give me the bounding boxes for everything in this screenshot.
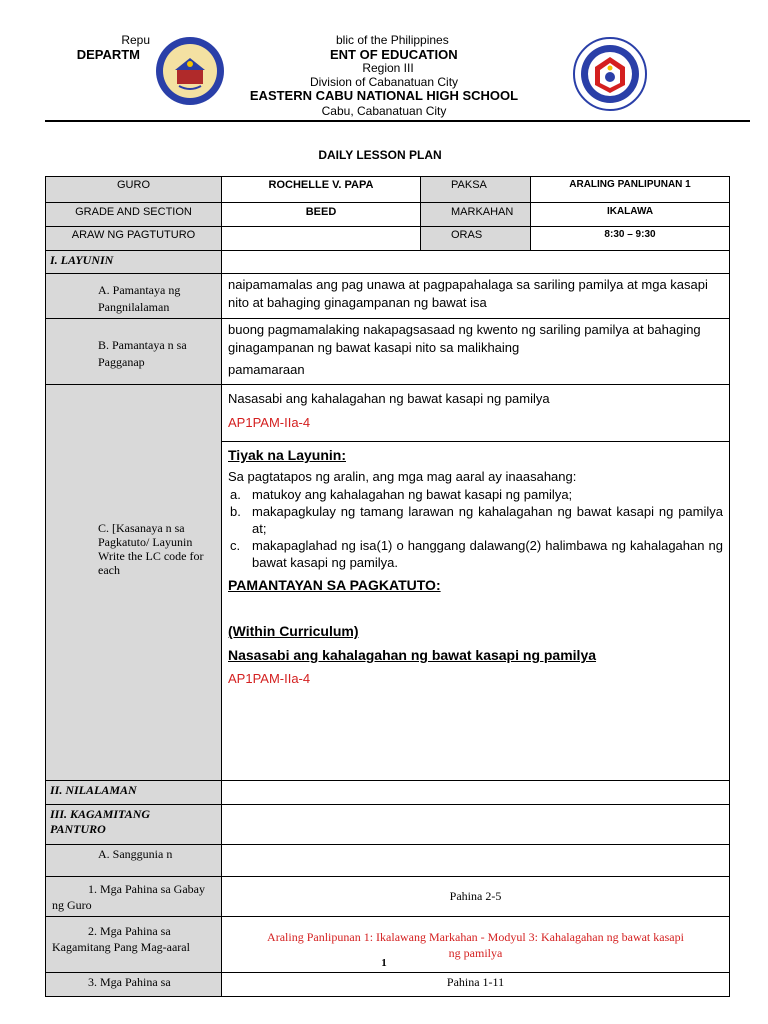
kagamitang-pang-mag-aaral-value: Araling Panlipunan 1: Ikalawang Markahan - Modyul 3: Kahalagahan ng bawat kasapi ng pamilya xyxy=(222,917,730,973)
markahan-value: IKALAWA xyxy=(531,203,730,227)
paksa-label: PAKSA xyxy=(421,177,531,203)
lesson-plan-table xyxy=(45,176,730,997)
within-text: Nasasabi ang kahalagahan ng bawat kasapi ng pamilya xyxy=(228,647,597,663)
competency-block xyxy=(222,385,729,442)
oras-label: ORAS xyxy=(421,227,531,251)
gabay-guro-label: 1. Mga Pahina sa Gabay ng Guro xyxy=(46,877,222,917)
nilalaman-empty xyxy=(222,781,730,805)
pahina-value: Pahina 1-11 xyxy=(222,973,730,997)
gabay-guro-value: Pahina 2-5 xyxy=(222,877,730,917)
pahina-label: 3. Mga Pahina sa xyxy=(46,973,222,997)
page-number: 1 xyxy=(381,957,387,969)
guro-label: GURO xyxy=(46,177,222,203)
pamantayan-pagganap-text: buong pagmamalaking nakapagsasaad ng kwento ng sariling pamilya at bahaging ginagampanan ng bawat kasapi nito sa malikhaing pamamaraan xyxy=(222,319,730,385)
region: Region III xyxy=(362,61,414,75)
header-line2-right: ENT OF EDUCATION xyxy=(330,47,458,62)
grade-value: BEED xyxy=(222,203,421,227)
tiyak-intro: Sa pagtatapos ng aralin, ang mga mag aaral ay inaasahang: xyxy=(228,469,577,484)
layunin-empty xyxy=(222,251,730,274)
tiyak-heading: Tiyak na Layunin: xyxy=(228,447,346,463)
division: Division of Cabanatuan City xyxy=(309,75,459,89)
header-line1-right: blic of the Philippines xyxy=(336,33,449,47)
document-title: DAILY LESSON PLAN xyxy=(318,148,442,162)
layunin-heading: I. LAYUNIN xyxy=(46,251,222,274)
oras-value: 8:30 – 9:30 xyxy=(531,227,730,251)
list-item: b. makapagkulay ng tamang larawan ng kahalagahan ng bawat kasapi ng pamilya at; xyxy=(230,504,723,536)
pamantayan-pagganap-label: B. Pamantaya n sa Pagganap xyxy=(46,319,222,385)
list-item: c. makapaglahad ng isa(1) o hanggang dalawang(2) halimbawa ng kahalagahan ng bawat kasapi ng pamilya. xyxy=(230,538,723,570)
competency-text: Nasasabi ang kahalagahan ng bawat kasapi ng pamilya xyxy=(228,391,550,406)
kasanayan-label: C. [Kasanaya n sa Pagkatuto/ Layunin Write the LC code for each xyxy=(46,385,222,781)
sanggunian-label: A. Sanggunia n xyxy=(46,845,222,877)
tiyak-list xyxy=(228,486,723,571)
paksa-value: ARALING PANLIPUNAN 1 xyxy=(531,177,730,203)
pamantayan-heading: PAMANTAYAN SA PAGKATUTO: xyxy=(228,577,441,593)
araw-label: ARAW NG PAGTUTURO xyxy=(46,227,222,251)
guro-value: ROCHELLE V. PAPA xyxy=(222,177,421,203)
school-address: Cabu, Cabanatuan City xyxy=(321,104,447,118)
list-item: a. matukoy ang kahalagahan ng bawat kasapi ng pamilya; xyxy=(230,487,573,502)
sanggunian-empty xyxy=(222,845,730,877)
header-line2-left: DEPARTM xyxy=(76,47,140,62)
header-divider xyxy=(45,120,750,122)
header-line1-left: Repu xyxy=(121,33,150,47)
kagamitan-heading: III. KAGAMITANG PANTURO xyxy=(46,805,222,845)
tiyak-block xyxy=(222,442,729,686)
competency-code: AP1PAM-IIa-4 xyxy=(228,415,311,430)
within-curriculum: (Within Curriculum) xyxy=(228,623,359,639)
school-name: EASTERN CABU NATIONAL HIGH SCHOOL xyxy=(249,88,519,103)
markahan-label: MARKAHAN xyxy=(421,203,531,227)
kasanayan-content xyxy=(222,385,730,781)
within-code: AP1PAM-IIa-4 xyxy=(228,671,311,686)
grade-label: GRADE AND SECTION xyxy=(46,203,222,227)
kagamitang-pang-mag-aaral-label: 2. Mga Pahina sa Kagamitang Pang Mag-aaral xyxy=(46,917,222,973)
pamantayan-pangnilalaman-label: A. Pamantaya ng Pangnilalaman xyxy=(46,274,222,319)
nilalaman-heading: II. NILALAMAN xyxy=(46,781,222,805)
pamantayan-pangnilalaman-text: naipamamalas ang pag unawa at pagpapahalaga sa sariling pamilya at mga kasapi nito at bahaging ginagampanan ng bawat isa xyxy=(222,274,730,319)
kagamitan-empty xyxy=(222,805,730,845)
araw-value xyxy=(222,227,421,251)
